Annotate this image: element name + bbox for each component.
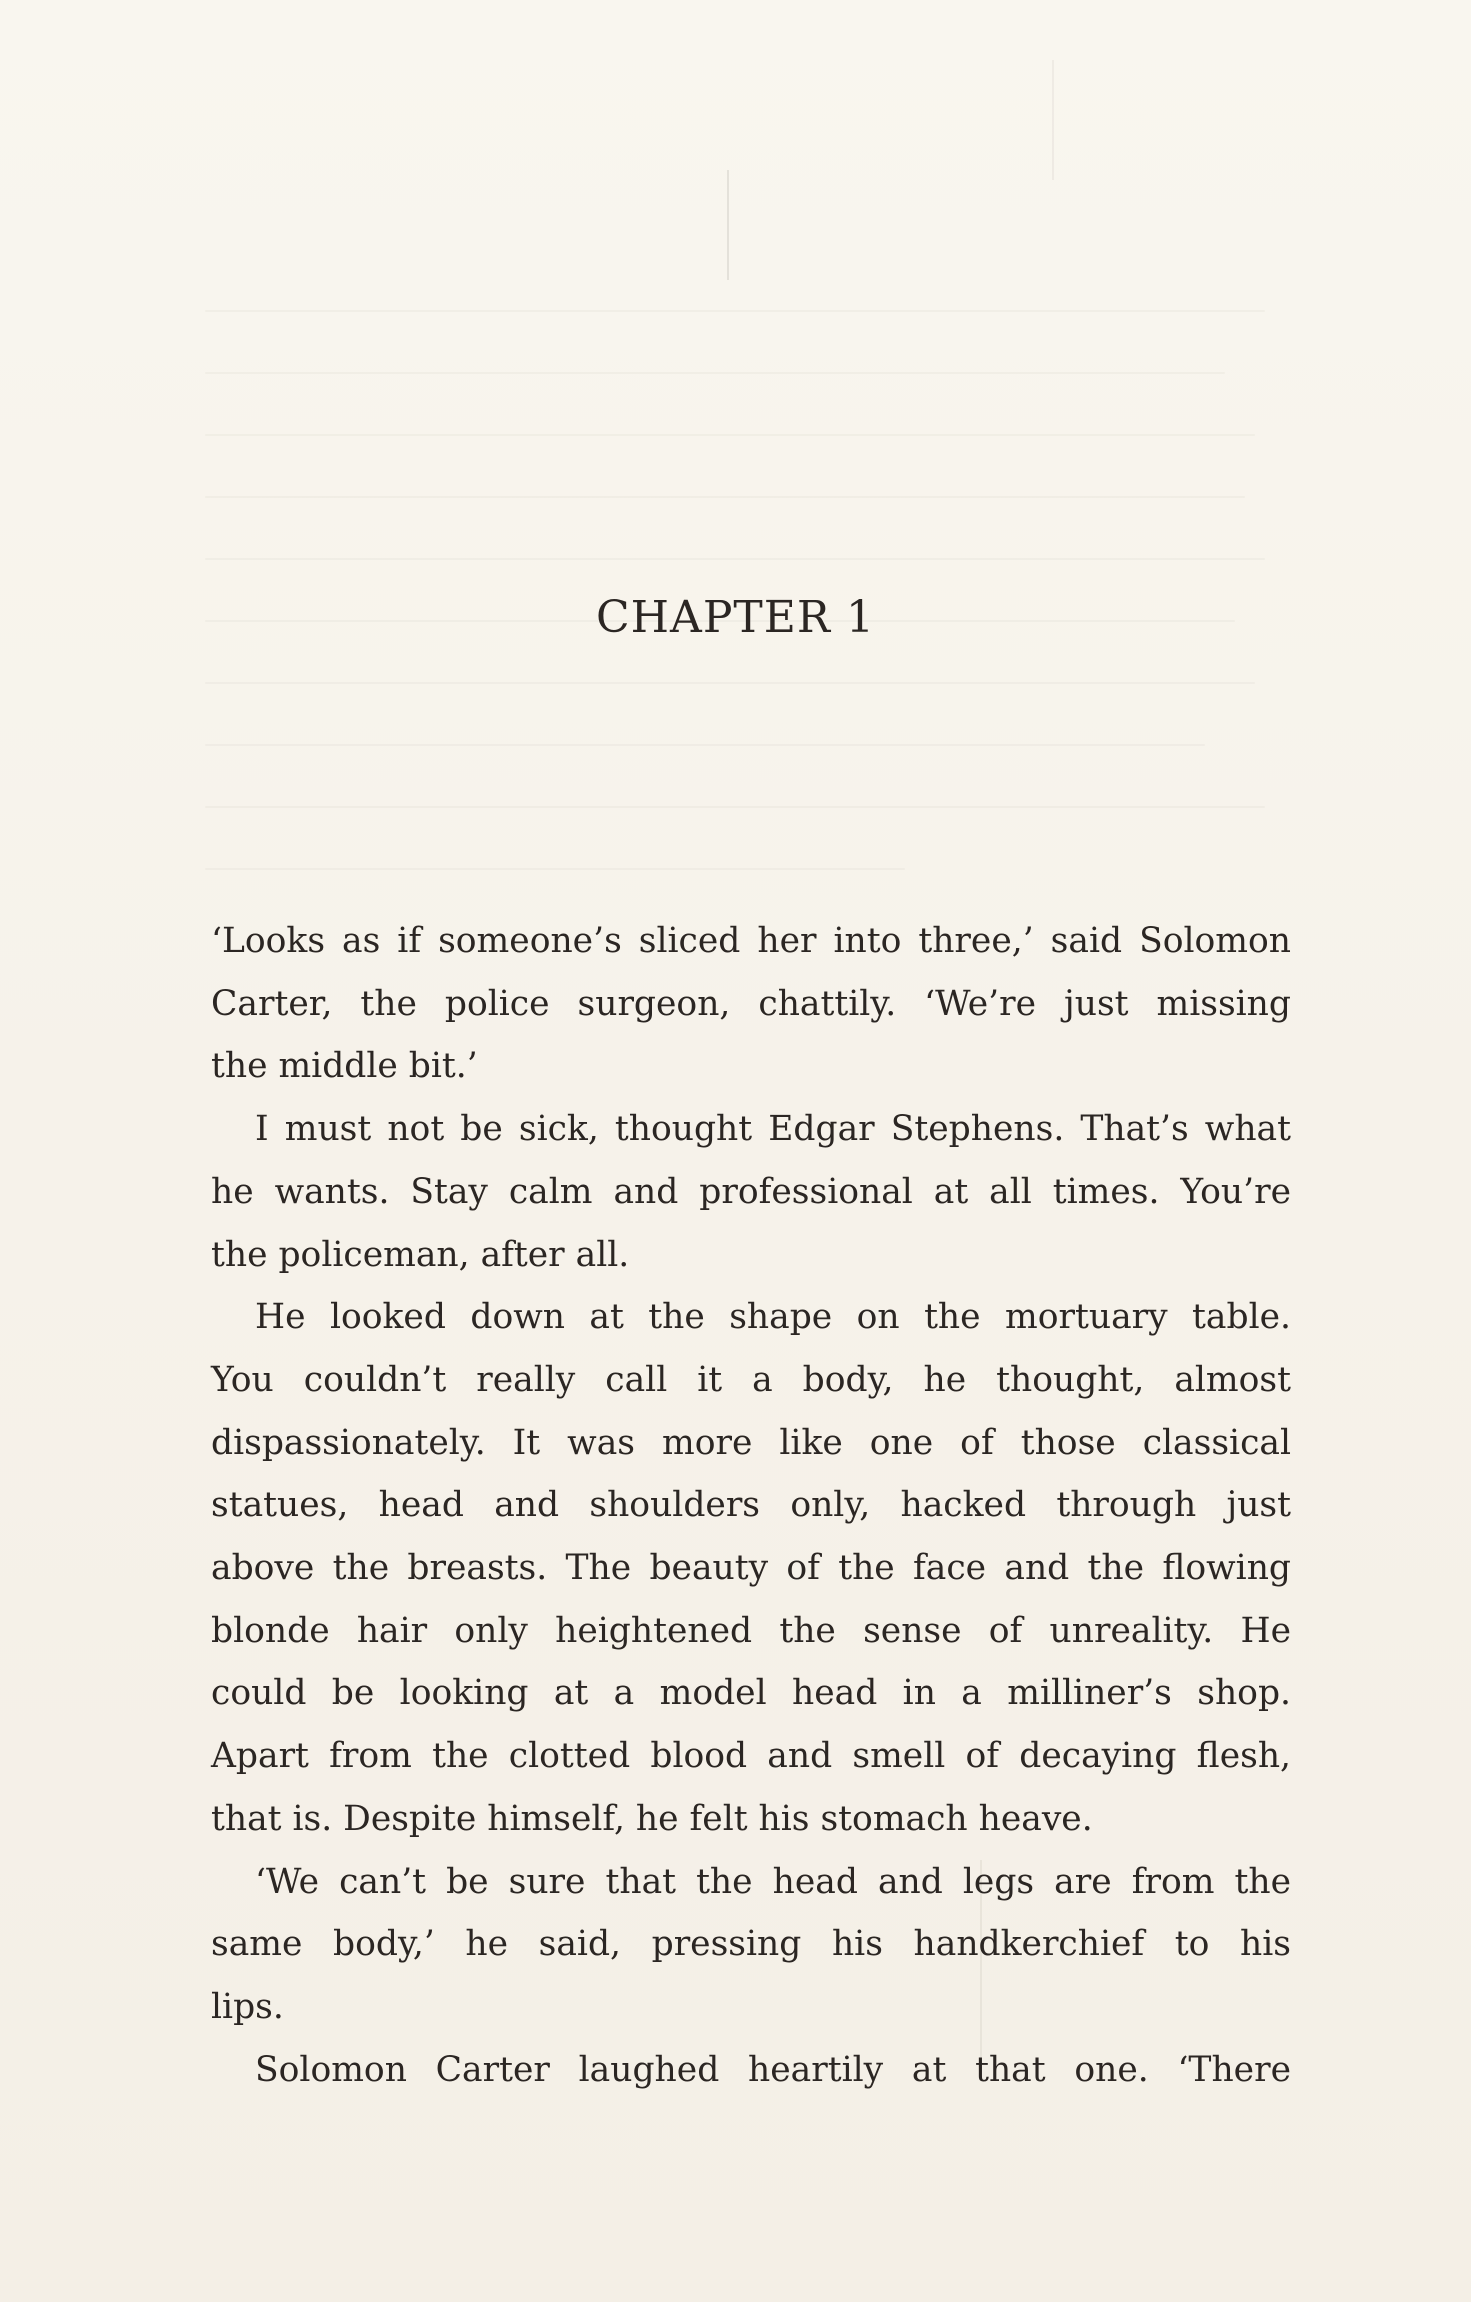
bleed-through-line	[205, 744, 1205, 746]
text-line: ‘We can’t be sure that the head and legs are from the	[255, 1861, 1291, 1902]
text-line: the policeman, after all.	[211, 1234, 630, 1275]
text-line: he wants. Stay calm and professional at all times. You’re	[211, 1171, 1291, 1212]
bleed-through-line	[205, 434, 1255, 436]
text-line: that is. Despite himself, he felt his stomach heave.	[211, 1798, 1093, 1839]
page-crease	[727, 170, 729, 280]
bleed-through-line	[205, 682, 1255, 684]
bleed-through-line	[205, 496, 1245, 498]
text-line: Solomon Carter laughed heartily at that one. ‘There	[255, 2049, 1291, 2090]
text-line: Apart from the clotted blood and smell of decaying flesh,	[211, 1736, 1291, 1777]
text-line: Carter, the police surgeon, chattily. ‘We’re just missing	[211, 983, 1291, 1024]
text-line: dispassionately. It was more like one of those classical	[211, 1422, 1291, 1463]
chapter-title: CHAPTER 1	[596, 592, 875, 643]
page-crease	[1052, 60, 1054, 180]
bleed-through-line	[205, 558, 1265, 560]
text-line: statues, head and shoulders only, hacked through just	[211, 1485, 1291, 1526]
text-line: could be looking at a model head in a milliner’s shop.	[211, 1673, 1291, 1714]
text-line: the middle bit.’	[211, 1046, 478, 1087]
chapter-body-text	[211, 910, 1291, 2101]
text-line: same body,’ he said, pressing his handkerchief to his	[211, 1924, 1291, 1965]
text-line: He looked down at the shape on the mortuary table.	[255, 1297, 1291, 1338]
text-line: ‘Looks as if someone’s sliced her into three,’ said Solomon	[211, 921, 1291, 961]
text-line: lips.	[211, 1986, 284, 2027]
paragraph	[211, 1851, 1291, 2039]
paragraph	[211, 910, 1291, 1098]
text-line: I must not be sick, thought Edgar Stephens. That’s what	[255, 1109, 1291, 1150]
text-line: above the breasts. The beauty of the face and the flowing	[211, 1548, 1291, 1589]
paragraph	[211, 1098, 1291, 1286]
paragraph	[211, 2039, 1291, 2102]
bleed-through-line	[205, 806, 1265, 808]
text-line: blonde hair only heightened the sense of unreality. He	[211, 1610, 1291, 1651]
paragraph	[211, 1286, 1291, 1850]
bleed-through-line	[205, 868, 905, 870]
bleed-through-line	[205, 372, 1225, 374]
text-line: You couldn’t really call it a body, he thought, almost	[211, 1359, 1291, 1400]
bleed-through-line	[205, 310, 1265, 312]
